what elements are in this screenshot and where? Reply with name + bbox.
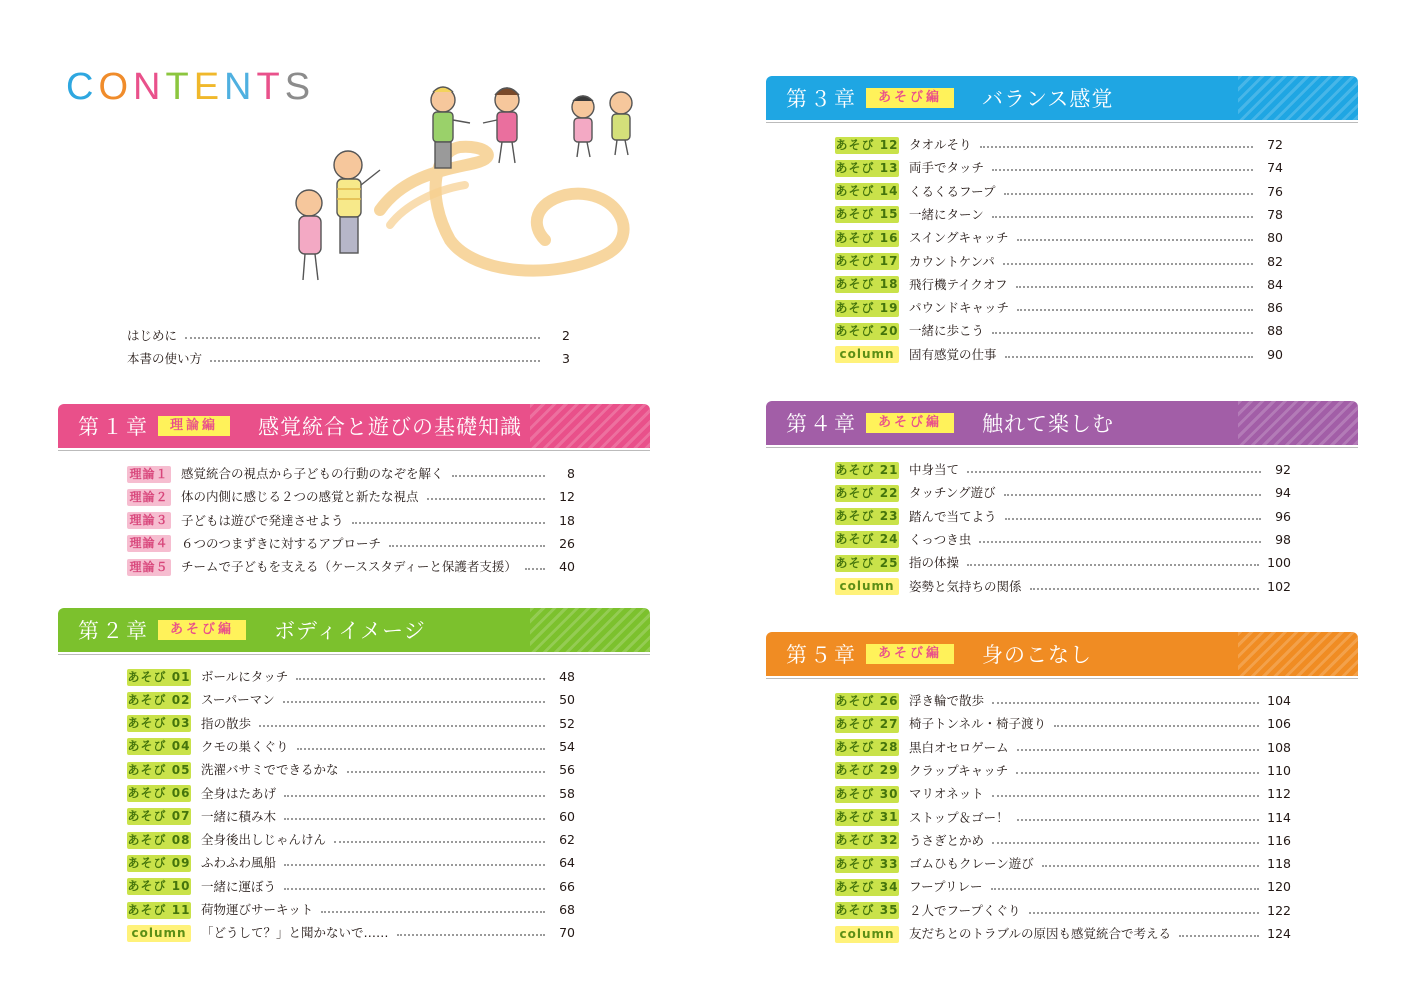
toc-label: くっつき虫: [909, 531, 972, 547]
toc-row[interactable]: [127, 878, 575, 896]
toc-label: 全身後出しじゃんけん: [201, 832, 327, 848]
dot-leader: [297, 748, 545, 750]
item-badge: あそび 31: [835, 810, 899, 824]
toc-row[interactable]: [127, 785, 575, 803]
dot-leader: [296, 678, 545, 680]
child-figure: [610, 92, 632, 155]
toc-label: 一緒に運ぼう: [201, 878, 277, 894]
toc-label: 全身はたあげ: [201, 785, 277, 801]
toc-label: 固有感覚の仕事: [909, 346, 997, 362]
chapter-tag: あそび編: [158, 620, 246, 640]
dot-leader: [979, 541, 1261, 543]
item-badge: 理論５: [127, 559, 171, 576]
toc-page: 86: [1267, 300, 1283, 316]
toc-row[interactable]: [835, 253, 1283, 271]
toc-row[interactable]: [127, 668, 575, 686]
item-badge: あそび 24: [835, 532, 899, 547]
toc-page: 112: [1267, 786, 1291, 802]
toc-row[interactable]: [127, 901, 575, 919]
toc-label: 荷物運びサーキット: [201, 902, 314, 917]
toc-page: 118: [1267, 856, 1291, 872]
toc-page: 64: [559, 855, 575, 871]
toc-row[interactable]: [835, 159, 1283, 177]
dot-leader: [389, 545, 545, 547]
item-badge: あそび 35: [835, 903, 899, 918]
toc-label: タッチング遊び: [909, 485, 996, 501]
title-letter: C: [66, 66, 99, 108]
toc-row-intro[interactable]: [127, 350, 570, 368]
toc-row[interactable]: [835, 925, 1291, 943]
dot-leader: [284, 864, 545, 866]
toc-page: 78: [1267, 206, 1283, 222]
item-badge: あそび 20: [835, 323, 899, 338]
title-letter: E: [193, 66, 225, 108]
toc-page: 12: [559, 489, 575, 505]
toc-row[interactable]: [127, 854, 575, 872]
chapter-tag: あそび編: [866, 413, 954, 433]
item-badge: あそび 10: [127, 879, 191, 894]
toc-row[interactable]: [835, 229, 1283, 247]
dot-leader: [992, 702, 1259, 704]
dot-leader: [321, 911, 545, 913]
chapter-header: [58, 608, 650, 652]
title-letter: T: [165, 66, 194, 108]
item-badge: あそび 14: [835, 184, 899, 199]
toc-label: 浮き輪で散歩: [909, 693, 985, 708]
dot-leader: [1005, 518, 1261, 520]
toc-row[interactable]: [835, 554, 1291, 572]
item-badge: あそび 25: [835, 555, 899, 570]
chapter-number: 第４章: [786, 412, 858, 436]
stripe-decoration: [1238, 401, 1358, 445]
toc-page: 124: [1267, 926, 1291, 941]
item-badge: あそび 12: [835, 137, 899, 152]
title-letter: O: [98, 66, 134, 108]
toc-row[interactable]: [835, 299, 1283, 317]
chapter-header: [766, 76, 1358, 120]
toc-label: マリオネット: [909, 786, 984, 802]
toc-row[interactable]: [127, 924, 575, 942]
toc-row[interactable]: [835, 692, 1291, 710]
chapter-number: 第３章: [786, 87, 858, 111]
toc-row[interactable]: [835, 508, 1291, 526]
toc-row[interactable]: [127, 715, 575, 733]
toc-label: クラップキャッチ: [909, 762, 1009, 778]
dot-leader: [1017, 239, 1253, 241]
toc-page: 82: [1267, 253, 1283, 269]
toc-label: スイングキャッチ: [909, 230, 1009, 246]
item-badge: あそび 06: [127, 786, 191, 800]
toc-row[interactable]: [835, 785, 1291, 803]
toc-label: 椅子トンネル・椅子渡り: [909, 716, 1047, 732]
toc-page: 8: [567, 466, 575, 481]
item-badge: あそび 29: [835, 763, 899, 778]
child-figure: [296, 190, 322, 280]
toc-page: 106: [1267, 716, 1291, 732]
toc-row[interactable]: [835, 461, 1291, 479]
dot-leader: [1016, 286, 1253, 288]
toc-label: はじめに: [127, 328, 178, 343]
chapter-title: 身のこなし: [982, 643, 1093, 667]
child-figure: [572, 96, 594, 157]
dot-leader: [1030, 588, 1260, 590]
dot-leader: [992, 795, 1259, 797]
item-badge: あそび 27: [835, 716, 899, 731]
child-figure: [334, 151, 380, 253]
chapter-header: [766, 401, 1358, 445]
toc-label: 両手でタッチ: [909, 160, 985, 176]
dot-leader: [283, 701, 545, 703]
dot-leader: [1004, 494, 1261, 496]
toc-row[interactable]: [835, 739, 1291, 757]
dot-leader: [1179, 935, 1259, 937]
dot-leader: [210, 360, 540, 362]
dot-leader: [1042, 865, 1259, 867]
dot-leader: [1004, 193, 1253, 195]
toc-label: ふわふわ風船: [201, 855, 277, 871]
toc-label: 本書の使い方: [127, 351, 203, 366]
toc-row[interactable]: [835, 715, 1291, 733]
toc-page: 18: [559, 512, 575, 528]
item-badge: あそび 21: [835, 462, 899, 477]
toc-label: 一緒に歩こう: [909, 323, 985, 339]
item-badge: あそび 08: [127, 832, 191, 847]
chapter-title: ボディイメージ: [274, 619, 426, 643]
children-illustration: [285, 75, 655, 305]
dot-leader: [992, 216, 1253, 218]
item-badge: あそび 15: [835, 207, 899, 222]
dot-leader: [980, 146, 1253, 148]
toc-label: クモの巣くぐり: [201, 738, 289, 754]
toc-page: 116: [1267, 832, 1291, 848]
item-badge: あそび 23: [835, 509, 899, 524]
item-badge: 理論３: [127, 512, 171, 529]
toc-label: 姿勢と気持ちの関係: [909, 578, 1022, 594]
toc-page: 108: [1267, 739, 1291, 755]
toc-label: 友だちとのトラブルの原因も感覚統合で考える: [909, 926, 1172, 941]
stripe-decoration: [1238, 632, 1358, 676]
title-letter: N: [224, 66, 257, 108]
dot-leader: [347, 771, 545, 773]
toc-label: 黒白オセロゲーム: [909, 739, 1009, 755]
item-badge: あそび 07: [127, 809, 191, 824]
toc-row[interactable]: [835, 762, 1291, 780]
column-badge: column: [835, 578, 899, 595]
toc-page: 3: [562, 351, 570, 366]
toc-page: 104: [1267, 693, 1291, 708]
toc-page: 72: [1267, 137, 1283, 152]
toc-page: 88: [1267, 323, 1283, 339]
dot-leader: [991, 888, 1260, 890]
toc-label: 「どうして？」と聞かないで……: [201, 925, 389, 941]
dot-leader: [284, 818, 545, 820]
chapter-number: 第５章: [786, 643, 858, 667]
toc-label: 感覚統合の視点から子どもの行動のなぞを解く: [181, 466, 444, 481]
item-badge: あそび 22: [835, 485, 899, 500]
toc-row[interactable]: [127, 738, 575, 756]
toc-page: 102: [1267, 578, 1291, 594]
dot-leader: [1054, 725, 1259, 727]
toc-page: 110: [1267, 762, 1291, 778]
chapter-title: バランス感覚: [982, 87, 1114, 111]
toc-row[interactable]: [127, 465, 575, 483]
dot-leader: [284, 795, 545, 797]
chapter-tag: 理論編: [158, 416, 230, 436]
toc-label: スーパーマン: [201, 692, 275, 708]
item-badge: あそび 01: [127, 669, 191, 684]
toc-page: 54: [559, 738, 575, 754]
column-badge: column: [835, 926, 899, 943]
item-badge: あそび 17: [835, 254, 899, 268]
item-badge: 理論１: [127, 466, 171, 483]
item-badge: あそび 33: [835, 856, 899, 871]
toc-row[interactable]: [835, 183, 1283, 201]
dot-leader: [1029, 912, 1260, 914]
toc-label: フープリレー: [909, 879, 983, 895]
toc-label: ２人でフープくぐり: [909, 902, 1021, 918]
toc-label: カウントケンパ: [909, 253, 995, 269]
toc-label: うさぎとかめ: [909, 832, 985, 848]
toc-row[interactable]: [835, 809, 1291, 827]
dot-leader: [1017, 749, 1260, 751]
toc-label: チームで子どもを支える（ケーススタディーと保護者支援）: [181, 559, 517, 575]
toc-page: 40: [559, 559, 575, 575]
column-badge: column: [835, 346, 899, 363]
toc-page: 60: [559, 808, 575, 824]
item-badge: 理論４: [127, 535, 171, 552]
toc-page: 90: [1267, 346, 1283, 362]
toc-page: 120: [1267, 879, 1291, 895]
toc-page: 50: [559, 692, 575, 708]
dot-leader: [1017, 819, 1260, 821]
toc-page: 58: [559, 785, 575, 801]
toc-row-intro[interactable]: [127, 327, 570, 345]
toc-row[interactable]: [835, 484, 1291, 502]
item-badge: あそび 30: [835, 786, 899, 801]
toc-page: 92: [1275, 462, 1291, 477]
item-badge: あそび 32: [835, 833, 899, 848]
toc-page: 70: [559, 925, 575, 941]
item-badge: あそび 03: [127, 716, 191, 731]
toc-label: ゴムひもクレーン遊び: [909, 856, 1034, 872]
toc-row[interactable]: [835, 855, 1291, 873]
toc-page: 84: [1267, 276, 1283, 292]
toc-page: 52: [559, 715, 575, 731]
toc-row[interactable]: [835, 346, 1283, 364]
item-badge: あそび 34: [835, 879, 899, 894]
item-badge: あそび 18: [835, 277, 899, 292]
toc-page: 114: [1267, 809, 1291, 825]
toc-label: ストップ＆ゴー！: [909, 809, 1009, 825]
stripe-decoration: [530, 608, 650, 652]
toc-label: 体の内側に感じる２つの感覚と新たな視点: [181, 489, 419, 505]
title-letter: S: [284, 66, 316, 108]
toc-page: 98: [1275, 531, 1291, 547]
toc-row[interactable]: [127, 831, 575, 849]
toc-row[interactable]: [835, 136, 1283, 154]
toc-row[interactable]: [835, 578, 1291, 596]
dot-leader: [1005, 356, 1253, 358]
toc-label: くるくるフープ: [909, 183, 996, 199]
item-badge: 理論２: [127, 489, 171, 506]
toc-row[interactable]: [835, 878, 1291, 896]
dot-leader: [992, 332, 1253, 334]
toc-page: 122: [1267, 902, 1291, 918]
item-badge: あそび 11: [127, 902, 191, 917]
item-badge: あそび 19: [835, 300, 899, 315]
toc-row[interactable]: [835, 832, 1291, 850]
chapter-title: 触れて楽しむ: [982, 412, 1115, 436]
toc-row[interactable]: [835, 902, 1291, 920]
dot-leader: [967, 564, 1259, 566]
child-figure: [431, 87, 470, 168]
toc-page: 96: [1275, 508, 1291, 524]
toc-label: ボールにタッチ: [201, 669, 289, 684]
dot-leader: [334, 841, 545, 843]
chapter-header: [766, 632, 1358, 676]
toc-page: 62: [559, 832, 575, 848]
toc-page: 68: [559, 902, 575, 917]
item-badge: あそび 09: [127, 855, 191, 870]
toc-row[interactable]: [127, 691, 575, 709]
toc-row[interactable]: [127, 488, 575, 506]
item-badge: あそび 02: [127, 692, 191, 707]
toc-row[interactable]: [127, 808, 575, 826]
title-letter: N: [133, 66, 166, 108]
toc-page: 76: [1267, 183, 1283, 199]
toc-row[interactable]: [835, 322, 1283, 340]
toc-label: 指の体操: [909, 555, 960, 571]
dot-leader: [1003, 263, 1253, 265]
toc-page: 56: [559, 762, 575, 778]
toc-label: 踏んで当てよう: [909, 508, 997, 524]
toc-page: 80: [1267, 230, 1283, 246]
dot-leader: [352, 522, 545, 524]
dot-leader: [397, 934, 545, 936]
dot-leader: [259, 725, 545, 727]
dot-leader: [1016, 772, 1259, 774]
chapter-number: 第１章: [78, 415, 150, 439]
toc-page: 100: [1267, 555, 1291, 571]
toc-label: 洗濯バサミでできるかな: [201, 762, 339, 778]
chapter-tag: あそび編: [866, 88, 954, 108]
toc-label: パウンドキャッチ: [909, 300, 1010, 316]
toc-label: 一緒に積み木: [201, 808, 277, 824]
toc-row[interactable]: [835, 206, 1283, 224]
item-badge: あそび 05: [127, 762, 191, 777]
toc-label: 中身当て: [909, 462, 960, 477]
dot-leader: [992, 842, 1259, 844]
dot-leader: [967, 471, 1261, 473]
dot-leader: [452, 475, 545, 477]
toc-row[interactable]: [127, 512, 575, 530]
toc-label: 指の散歩: [201, 715, 252, 731]
dot-leader: [1017, 309, 1253, 311]
toc-page: 26: [559, 535, 575, 551]
title-letter: T: [256, 66, 285, 108]
contents-title: [66, 66, 315, 109]
toc-label: 子どもは遊びで発達させよう: [181, 512, 344, 528]
toc-row[interactable]: [127, 761, 575, 779]
dot-leader: [992, 169, 1253, 171]
item-badge: あそび 26: [835, 693, 899, 708]
stripe-decoration: [530, 404, 650, 448]
toc-label: 飛行機テイクオフ: [909, 276, 1008, 292]
dot-leader: [185, 337, 540, 339]
toc-row[interactable]: [835, 276, 1283, 294]
toc-page: 2: [562, 328, 570, 343]
dot-leader: [525, 568, 545, 570]
toc-page: 74: [1267, 160, 1283, 176]
toc-row[interactable]: [835, 531, 1291, 549]
toc-row[interactable]: [127, 558, 575, 576]
column-badge: column: [127, 925, 191, 942]
chapter-title: 感覚統合と遊びの基礎知識: [258, 415, 523, 439]
toc-page: 94: [1275, 485, 1291, 501]
item-badge: あそび 04: [127, 739, 191, 754]
chapter-header: [58, 404, 650, 448]
item-badge: あそび 28: [835, 740, 899, 755]
item-badge: あそび 16: [835, 230, 899, 245]
toc-label: タオルそり: [909, 137, 972, 152]
dot-leader: [427, 498, 545, 500]
toc-row[interactable]: [127, 535, 575, 553]
toc-label: ６つのつまずきに対するアプローチ: [181, 535, 382, 551]
item-badge: あそび 13: [835, 160, 899, 175]
stripe-decoration: [1238, 76, 1358, 120]
toc-page: 66: [559, 878, 575, 894]
chapter-tag: あそび編: [866, 644, 954, 664]
toc-page: 48: [559, 669, 575, 684]
toc-label: 一緒にターン: [909, 206, 984, 222]
chapter-number: 第２章: [78, 619, 150, 643]
dot-leader: [284, 888, 545, 890]
